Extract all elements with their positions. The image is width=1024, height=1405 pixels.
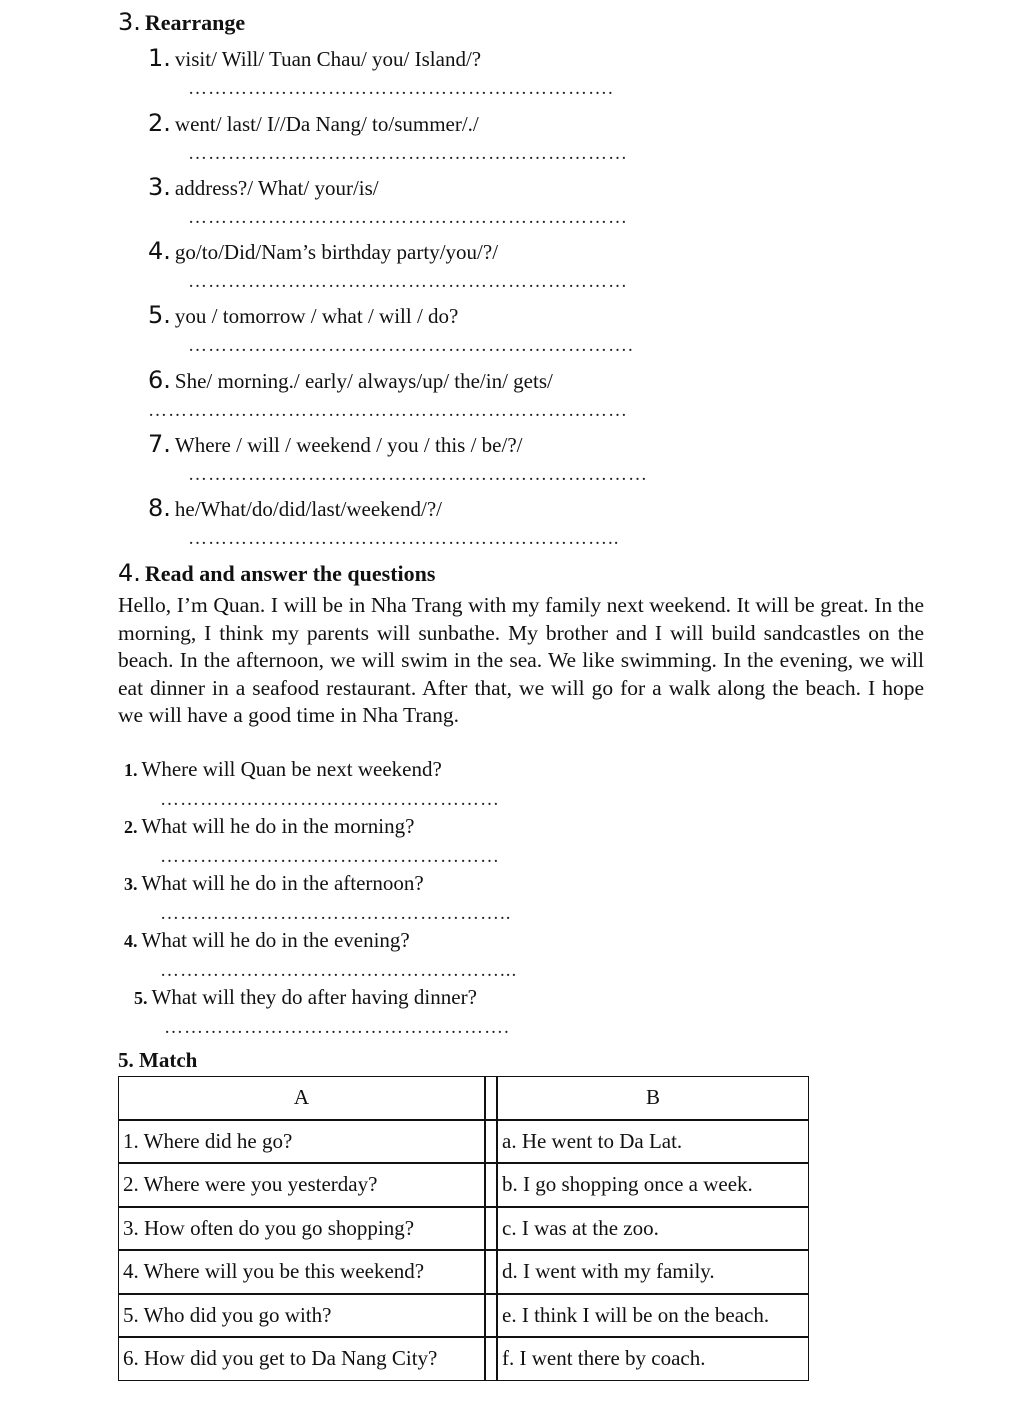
item-number: 5.	[148, 301, 171, 329]
column-divider	[485, 1294, 497, 1338]
question-text: What will they do after having dinner?	[151, 985, 477, 1009]
item-number: 7.	[148, 430, 171, 458]
answer-line[interactable]: …………………………………………….	[164, 1017, 510, 1038]
question-text: What will he do in the afternoon?	[141, 871, 424, 895]
section-number: 4.	[118, 559, 141, 587]
answer-line[interactable]: ……………………………………………..	[160, 903, 512, 924]
question-text: What will he do in the morning?	[141, 814, 415, 838]
answer-cell: a. He went to Da Lat.	[497, 1120, 809, 1164]
answer-line[interactable]: …………………………………………………………	[188, 207, 628, 228]
item-prompt: She/ morning./ early/ always/up/ the/in/ gets/	[174, 369, 553, 393]
table-row	[118, 1294, 809, 1338]
question-item	[124, 871, 424, 896]
question-text: What will he do in the evening?	[141, 928, 410, 952]
section-number: 3.	[118, 8, 141, 36]
question-text: Where will Quan be next weekend?	[141, 757, 442, 781]
rearrange-item	[148, 301, 458, 329]
answer-cell: c. I was at the zoo.	[497, 1207, 809, 1251]
question-cell: 6. How did you get to Da Nang City?	[118, 1337, 485, 1381]
item-number: 2.	[148, 109, 171, 137]
column-header-a: A	[118, 1076, 485, 1120]
answer-line[interactable]: ……………………………………………	[160, 789, 500, 810]
question-cell: 2. Where were you yesterday?	[118, 1163, 485, 1207]
rearrange-item	[148, 430, 522, 458]
reading-passage: Hello, I’m Quan. I will be in Nha Trang with my family next weekend. It will be great. In the morning, I think my parents will sunbathe. My brother and I will build sandcastles on the beach. In the afternoon, we will swim in the sea. We like swimming. In the evening, we will eat dinner in a seafood restaurant. After that, we will go for a walk along the beach. I hope we will have a good time in Nha Trang.	[118, 593, 924, 727]
answer-line[interactable]: ………………………………………………………………	[148, 400, 628, 421]
table-row	[118, 1207, 809, 1251]
answer-line[interactable]: ……………………………………………………….	[188, 78, 614, 99]
question-cell: 4. Where will you be this weekend?	[118, 1250, 485, 1294]
answer-line[interactable]: …………………………………………………………	[188, 143, 628, 164]
column-divider	[485, 1163, 497, 1207]
table-row	[118, 1250, 809, 1294]
question-cell: 1. Where did he go?	[118, 1120, 485, 1164]
section-title: Rearrange	[144, 10, 246, 35]
section-title: Read and answer the questions	[144, 561, 436, 586]
rearrange-item	[148, 237, 498, 265]
question-item	[124, 757, 442, 782]
item-prompt: he/What/do/did/last/weekend/?/	[174, 497, 442, 521]
rearrange-item	[148, 494, 442, 522]
rearrange-item	[148, 44, 481, 72]
question-item	[134, 985, 477, 1010]
item-prompt: you / tomorrow / what / will / do?	[174, 304, 459, 328]
column-divider	[485, 1207, 497, 1251]
item-number: 4.	[148, 237, 171, 265]
item-prompt: visit/ Will/ Tuan Chau/ you/ Island/?	[174, 47, 482, 71]
answer-line[interactable]: ……………………………………………………………	[188, 464, 648, 485]
question-number: 1.	[124, 760, 138, 780]
answer-line[interactable]: ……………………………………………	[160, 846, 500, 867]
rearrange-item	[148, 366, 553, 394]
match-table	[118, 1076, 809, 1381]
table-header-row	[118, 1076, 809, 1120]
answer-line[interactable]: ………………………………………………………..	[188, 528, 620, 549]
question-cell: 3. How often do you go shopping?	[118, 1207, 485, 1251]
item-prompt: address?/ What/ your/is/	[174, 176, 379, 200]
column-divider	[485, 1076, 497, 1120]
rearrange-item	[148, 173, 379, 201]
item-number: 1.	[148, 44, 171, 72]
item-prompt: go/to/Did/Nam’s birthday party/you/?/	[174, 240, 499, 264]
item-prompt: went/ last/ I//Da Nang/ to/summer/./	[174, 112, 479, 136]
item-number: 8.	[148, 494, 171, 522]
item-number: 3.	[148, 173, 171, 201]
section-5-heading: 5. Match	[118, 1048, 198, 1072]
column-header-b: B	[497, 1076, 809, 1120]
answer-cell: b. I go shopping once a week.	[497, 1163, 809, 1207]
question-number: 2.	[124, 817, 138, 837]
question-number: 5.	[134, 988, 148, 1008]
question-item	[124, 814, 414, 839]
answer-cell: f. I went there by coach.	[497, 1337, 809, 1381]
column-divider	[485, 1250, 497, 1294]
table-row	[118, 1337, 809, 1381]
question-number: 3.	[124, 874, 138, 894]
answer-line[interactable]: ………………………………………………………….	[188, 335, 634, 356]
answer-cell: e. I think I will be on the beach.	[497, 1294, 809, 1338]
section-4-heading	[118, 559, 435, 587]
question-cell: 5. Who did you go with?	[118, 1294, 485, 1338]
answer-line[interactable]: ……………………………………………...	[160, 960, 518, 981]
column-divider	[485, 1337, 497, 1381]
rearrange-item	[148, 109, 479, 137]
item-number: 6.	[148, 366, 171, 394]
table-row	[118, 1120, 809, 1164]
item-prompt: Where / will / weekend / you / this / be/?/	[174, 433, 523, 457]
column-divider	[485, 1120, 497, 1164]
section-3-heading	[118, 8, 245, 36]
question-number: 4.	[124, 931, 138, 951]
question-item	[124, 928, 410, 953]
answer-cell: d. I went with my family.	[497, 1250, 809, 1294]
table-row	[118, 1163, 809, 1207]
answer-line[interactable]: …………………………………………………………	[188, 271, 628, 292]
